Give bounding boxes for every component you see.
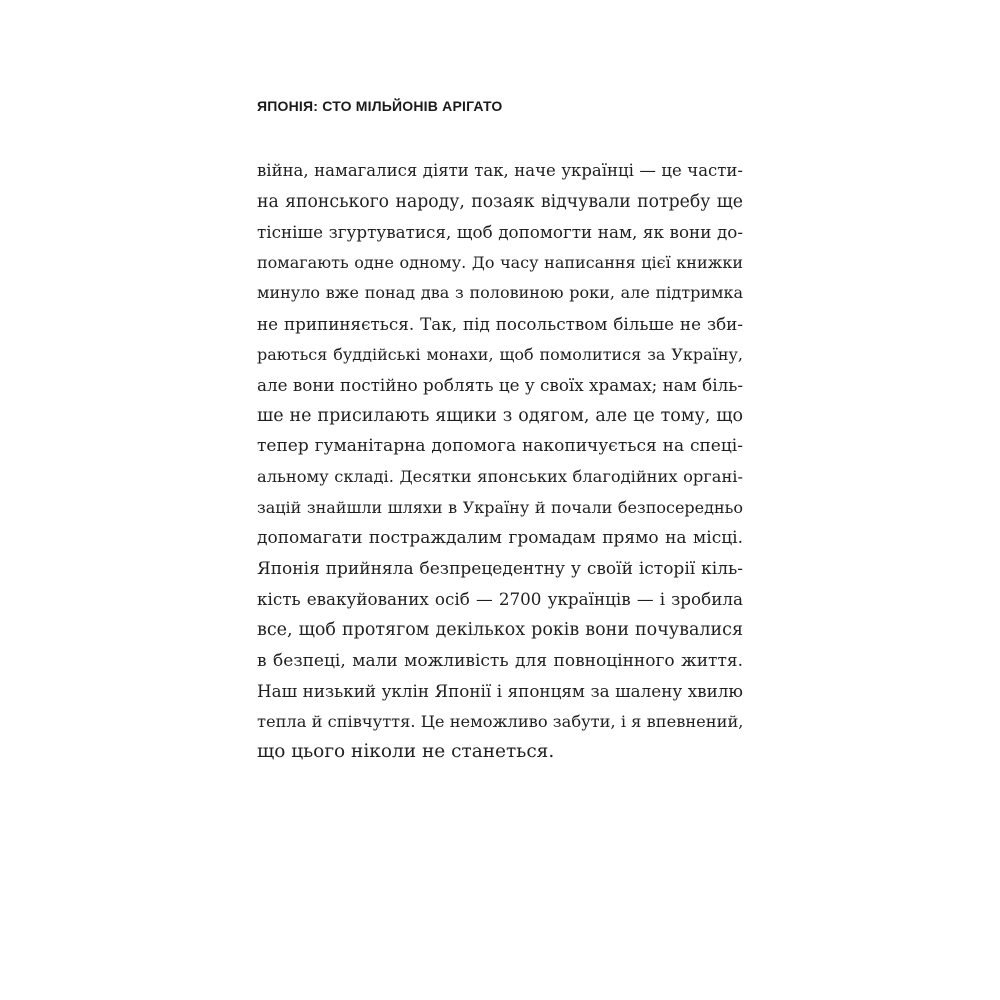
text-line: тісніше згуртуватися, щоб допомогти нам, як вони до- xyxy=(257,222,743,243)
text-line: Наш низький уклін Японії і японцям за шалену хвилю xyxy=(257,681,743,702)
text-line: альному складі. Десятки японських благодійних органі- xyxy=(257,466,743,486)
text-line: в безпеці, мали можливість для повноцінного життя. xyxy=(257,650,743,671)
body-text xyxy=(257,156,743,768)
text-line: допомагати постраждалим громадам прямо на місці. xyxy=(257,528,743,549)
text-line: зацій знайшли шляхи в Україну й почали безпосередньо xyxy=(257,497,743,517)
text-line: що цього ніколи не станеться. xyxy=(257,741,555,763)
text-line: на японського народу, позаяк відчували потребу ще xyxy=(257,191,743,212)
text-line: війна, намагалися діяти так, наче українці — це части- xyxy=(257,161,743,180)
text-line: не припиняється. Так, під посольством більше не зби- xyxy=(257,313,743,334)
text-line: помагають одне одному. До часу написання цієї книжки xyxy=(257,252,743,272)
text-line: кість евакуйованих осіб — 2700 українців — і зробила xyxy=(257,589,743,610)
text-line: тепер гуманітарна допомога накопичується на спеці- xyxy=(257,436,743,457)
text-line: минуло вже понад два з половиною роки, але підтримка xyxy=(257,283,743,303)
running-head: ЯПОНІЯ: СТО МІЛЬЙОНІВ АРІГАТО xyxy=(257,98,503,114)
text-line: але вони постійно роблять це у своїх храмах; нам біль- xyxy=(257,375,743,396)
text-line: Японія прийняла безпрецедентну у своїй історії кіль- xyxy=(257,558,743,579)
text-line: раються буддійські монахи, щоб помолитися за Україну, xyxy=(257,344,743,364)
text-line: тепла й співчуття. Це неможливо забути, і я впевнений, xyxy=(257,711,744,731)
text-line: ше не присилають ящики з одягом, але це тому, що xyxy=(257,405,743,426)
text-line: все, щоб протягом декількох років вони почувалися xyxy=(257,619,743,640)
